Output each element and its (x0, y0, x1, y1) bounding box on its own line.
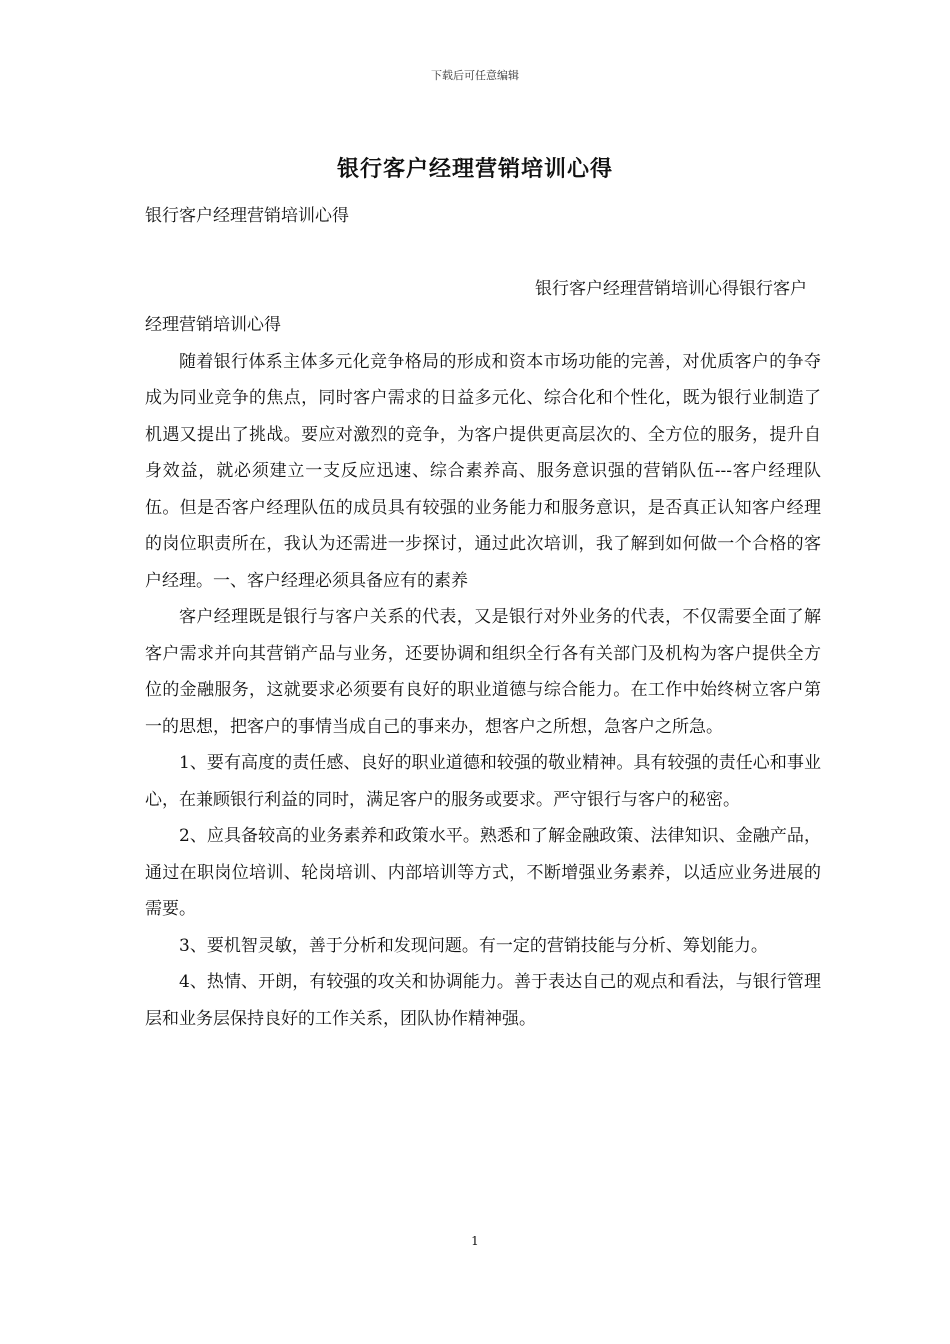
paragraph: 4、热情、开朗，有较强的攻关和协调能力。善于表达自己的观点和看法，与银行管理层和业务层保持良好的工作关系，团队协作精神强。 (145, 972, 821, 1029)
page-number: 1 (471, 1234, 479, 1248)
paragraph: 2、应具备较高的业务素养和政策水平。熟悉和了解金融政策、法律知识、金融产品，通过在职岗位培训、轮岗培训、内部培训等方式，不断增强业务素养，以适应业务进展的需要。 (145, 826, 821, 919)
paragraph: 客户经理既是银行与客户关系的代表，又是银行对外业务的代表，不仅需要全面了解客户需求并向其营销产品与业务，还要协调和组织全行各有关部门及机构为客户提供全方位的金融服务，这就要求必须要有良好的职业道德与综合能力。在工作中始终树立客户第一的思想，把客户的事情当成自己的事来办，想客户之所想，急客户之所急。 (145, 607, 821, 737)
paragraph: 3、要机智灵敏，善于分析和发现问题。有一定的营销技能与分析、筹划能力。 (179, 935, 768, 956)
document-title: 银行客户经理营销培训心得 (336, 156, 613, 182)
paragraph: 随着银行体系主体多元化竞争格局的形成和资本市场功能的完善，对优质客户的争夺成为同业竞争的焦点，同时客户需求的日益多元化、综合化和个性化，既为银行业制造了机遇又提出了挑战。要应对激烈的竞争，为客户提供更高层次的、全方位的服务，提升自身效益，就必须建立一支反应迅速、综合素养高、服务意识强的营销队伍---客户经理队伍。但是否客户经理队伍的成员具有较强的业务能力和服务意识，是否真正认知客户经理的岗位职责所在，我认为还需进一步探讨，通过此次培训，我了解到如何做一个合格的客户经理。一、客户经理必须具备应有的素养 (145, 351, 821, 591)
page-header-note: 下载后可任意编辑 (431, 69, 519, 82)
document-body (145, 198, 821, 1037)
paragraph: 1、要有高度的责任感、良好的职业道德和较强的敬业精神。具有较强的责任心和事业心，在兼顾银行利益的同时，满足客户的服务或要求。严守银行与客户的秘密。 (145, 753, 821, 810)
continuation-line: 经理营销培训心得 (145, 315, 281, 335)
subtitle-line: 银行客户经理营销培训心得 (145, 206, 349, 226)
right-aligned-line: 银行客户经理营销培训心得银行客户 (535, 278, 807, 299)
